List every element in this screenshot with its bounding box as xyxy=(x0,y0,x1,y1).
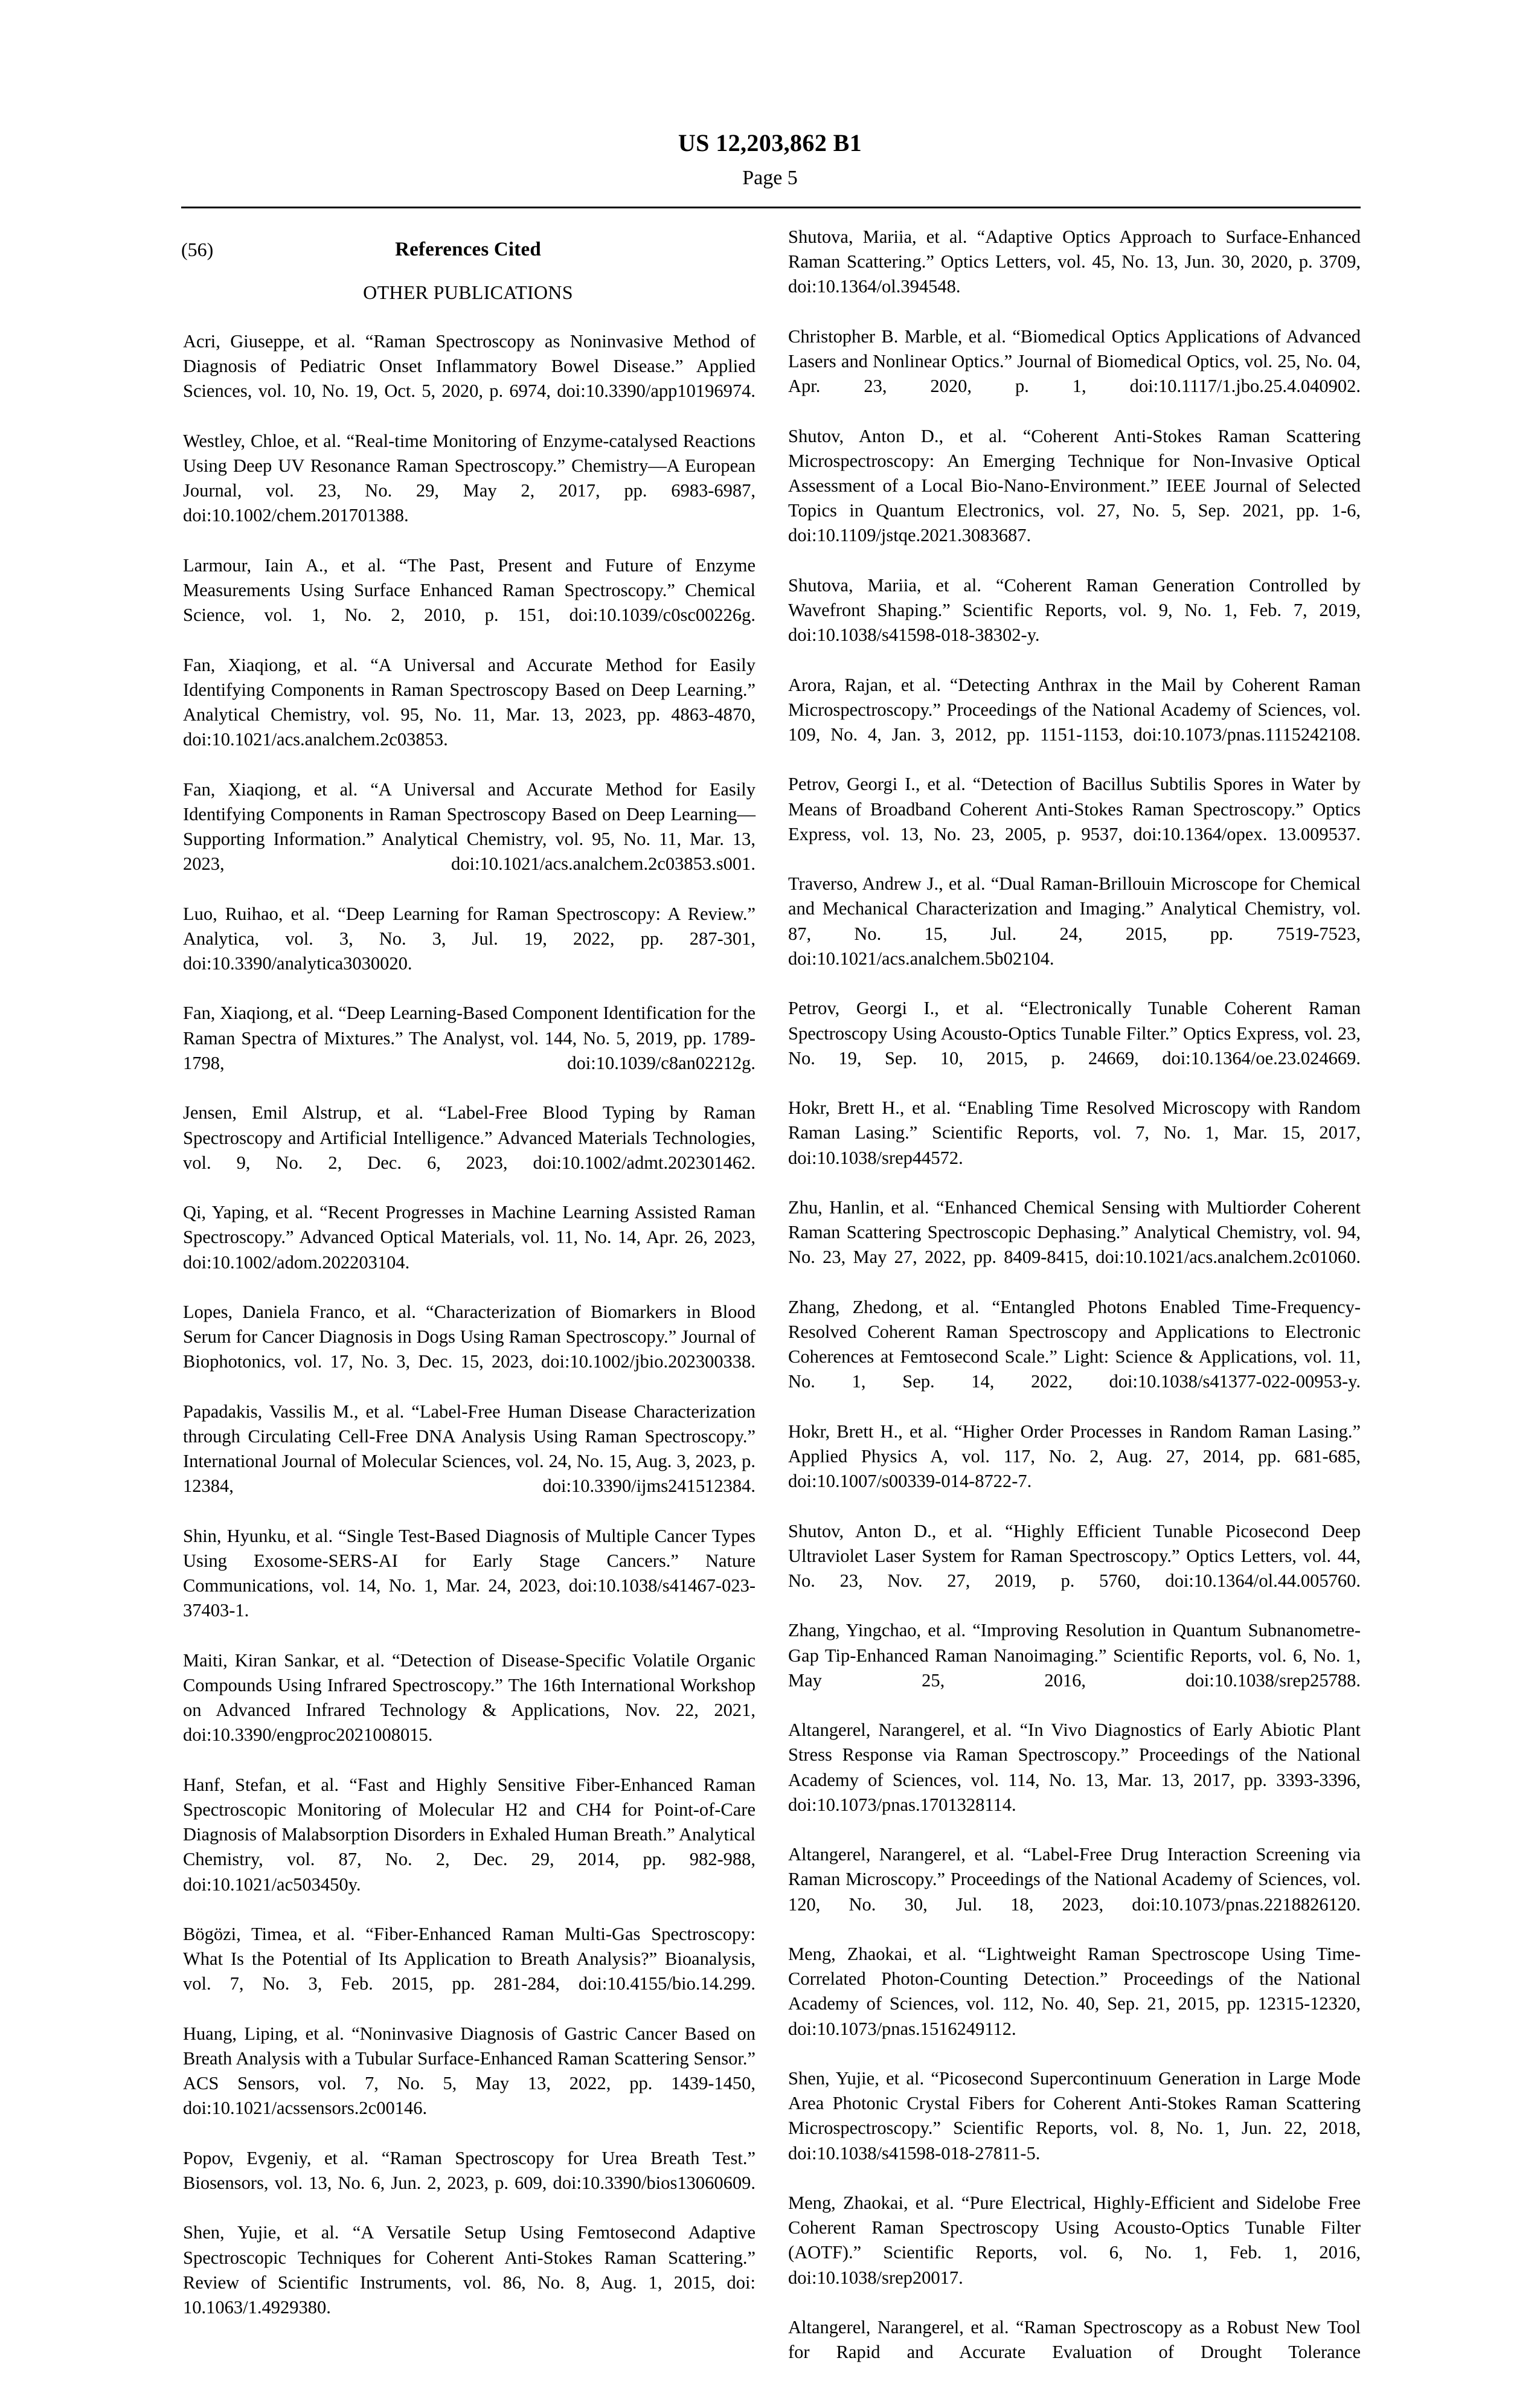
references-column-left xyxy=(183,329,756,2345)
header-divider xyxy=(181,207,1361,208)
reference-entry: Qi, Yaping, et al. “Recent Progresses in Machine Learning Assisted Raman Spectroscopy.” Advanced Optical Materials, vol. 11, No. 14, Apr. 26, 2023, doi:10.1002/adom.202203104. xyxy=(183,1202,756,1273)
reference-entry: Hokr, Brett H., et al. “Enabling Time Resolved Microscopy with Random Raman Lasing.” Scientific Reports, vol. 7, No. 1, Mar. 15, 2017, doi:10.1038/srep44572. xyxy=(788,1097,1361,1168)
reference-entry: Huang, Liping, et al. “Noninvasive Diagnosis of Gastric Cancer Based on Breath Analysis with a Tubular Surface-Enhanced Raman Scattering Sensor.” ACS Sensors, vol. 7, No. 5, May 13, 2022, pp. 1439-1450, doi:10.1021/acssensors.2c00146. xyxy=(183,2023,756,2119)
reference-entry: Christopher B. Marble, et al. “Biomedical Optics Applications of Advanced Lasers and Nonlinear Optics.” Journal of Biomedical Optics, vol. 25, No. 04, Apr. 23, 2020, p. 1, doi:10.1117/1.jbo.25.4.040902. xyxy=(788,326,1361,397)
reference-entry: Shen, Yujie, et al. “Picosecond Supercontinuum Generation in Large Mode Area Photonic Crystal Fibers for Coherent Anti-Stokes Raman Scattering Microspectroscopy.” Scientific Reports, vol. 8, No. 1, Jun. 22, 2018, doi:10.1038/s41598-018-27811-5. xyxy=(788,2068,1361,2164)
reference-entry: Shen, Yujie, et al. “A Versatile Setup Using Femtosecond Adaptive Spectroscopic Techniques for Coherent Anti-Stokes Raman Scattering.” Review of Scientific Instruments, vol. 86, No. 8, Aug. 1, 2015, doi: 10.1063/1.4929380. xyxy=(183,2222,756,2318)
reference-entry: Jensen, Emil Alstrup, et al. “Label-Free Blood Typing by Raman Spectroscopy and Artificial Intelligence.” Advanced Materials Technologies, vol. 9, No. 2, Dec. 6, 2023, doi:10.1002/admt.202301462. xyxy=(183,1102,756,1173)
page-label: Page 5 xyxy=(742,167,798,189)
reference-entry: Maiti, Kiran Sankar, et al. “Detection of Disease-Specific Volatile Organic Compounds Using Infrared Spectroscopy.” The 16th International Workshop on Advanced Infrared Technology & Applications, Nov. 22, 2021, doi:10.3390/engproc2021008015. xyxy=(183,1650,756,1746)
reference-entry: Traverso, Andrew J., et al. “Dual Raman-Brillouin Microscope for Chemical and Mechanical Characterization and Imaging.” Analytical Chemistry, vol. 87, No. 15, Jul. 24, 2015, pp. 7519-7523, doi:10.1021/acs.analchem.5b02104. xyxy=(788,873,1361,969)
reference-entry: Meng, Zhaokai, et al. “Pure Electrical, Highly-Efficient and Sidelobe Free Coherent Raman Spectroscopy Using Acousto-Optics Tunable Filter (AOTF).” Scientific Reports, vol. 6, No. 1, Feb. 1, 2016, doi:10.1038/srep20017. xyxy=(788,2192,1361,2288)
reference-entry: Fan, Xiaqiong, et al. “A Universal and Accurate Method for Easily Identifying Components in Raman Spectroscopy Based on Deep Learning.” Analytical Chemistry, vol. 95, No. 11, Mar. 13, 2023, pp. 4863-4870, doi:10.1021/acs.analchem.2c03853. xyxy=(183,654,756,750)
reference-entry: Meng, Zhaokai, et al. “Lightweight Raman Spectroscope Using Time-Correlated Photon-Counting Detection.” Proceedings of the National Academy of Sciences, vol. 112, No. 40, Sep. 21, 2015, pp. 12315-12320, doi:10.1073/pnas.1516249112. xyxy=(788,1944,1361,2039)
reference-entry: Lopes, Daniela Franco, et al. “Characterization of Biomarkers in Blood Serum for Cancer Diagnosis in Dogs Using Raman Spectroscopy.” Journal of Biophotonics, vol. 17, No. 3, Dec. 15, 2023, doi:10.1002/jbio.202300338. xyxy=(183,1301,756,1372)
reference-entry: Fan, Xiaqiong, et al. “Deep Learning-Based Component Identification for the Raman Spectra of Mixtures.” The Analyst, vol. 144, No. 5, 2019, pp. 1789-1798, doi:10.1039/c8an02212g. xyxy=(183,1003,756,1073)
reference-entry: Acri, Giuseppe, et al. “Raman Spectroscopy as Noninvasive Method of Diagnosis of Pediatric Onset Inflammatory Bowel Disease.” Applied Sciences, vol. 10, No. 19, Oct. 5, 2020, p. 6974, doi:10.3390/app10196974. xyxy=(183,331,756,402)
reference-entry: Larmour, Iain A., et al. “The Past, Present and Future of Enzyme Measurements Using Surface Enhanced Raman Spectroscopy.” Chemical Science, vol. 1, No. 2, 2010, p. 151, doi:10.1039/c0sc00226g. xyxy=(183,554,756,626)
reference-entry: Arora, Rajan, et al. “Detecting Anthrax in the Mail by Coherent Raman Microspectroscopy.” Proceedings of the National Academy of Sciences, vol. 109, No. 4, Jan. 3, 2012, pp. 1151-1153, doi:10.1073/pnas.1115242108. xyxy=(788,674,1361,745)
references-column-right xyxy=(788,225,1361,2390)
reference-entry: Papadakis, Vassilis M., et al. “Label-Free Human Disease Characterization through Circulating Cell-Free DNA Analysis Using Raman Spectroscopy.” International Journal of Molecular Sciences, vol. 24, No. 15, Aug. 3, 2023, p. 12384, doi:10.3390/ijms241512384. xyxy=(183,1401,756,1497)
reference-entry: Shutova, Mariia, et al. “Adaptive Optics Approach to Surface-Enhanced Raman Scattering.” Optics Letters, vol. 45, No. 13, Jun. 30, 2020, p. 3709, doi:10.1364/ol.394548. xyxy=(788,226,1361,297)
reference-entry: Bögözi, Timea, et al. “Fiber-Enhanced Raman Multi-Gas Spectroscopy: What Is the Potential of Its Application to Breath Analysis?” Bioanalysis, vol. 7, No. 3, Feb. 2015, pp. 281-284, doi:10.4155/bio.14.299. xyxy=(183,1924,756,1994)
reference-entry: Altangerel, Narangerel, et al. “Raman Spectroscopy as a Robust New Tool for Rapid and Accurate Evaluation of Drought Tolerance xyxy=(788,2317,1361,2363)
reference-entry: Petrov, Georgi I., et al. “Electronically Tunable Coherent Raman Spectroscopy Using Acousto-Optics Tunable Filter.” Optics Express, vol. 23, No. 19, Sep. 10, 2015, p. 24669, doi:10.1364/oe.23.024669. xyxy=(788,998,1361,1068)
references-cited-title: References Cited xyxy=(395,239,541,260)
page-header xyxy=(181,130,1359,189)
reference-entry: Zhu, Hanlin, et al. “Enhanced Chemical Sensing with Multiorder Coherent Raman Scattering Spectroscopic Dephasing.” Analytical Chemistry, vol. 94, No. 23, May 27, 2022, pp. 8409-8415, doi:10.1021/acs.analchem.2c01060. xyxy=(788,1197,1361,1268)
references-cited-header xyxy=(181,239,755,263)
reference-entry: Hokr, Brett H., et al. “Higher Order Processes in Random Raman Lasing.” Applied Physics A, vol. 117, No. 2, Aug. 27, 2014, pp. 681-685, doi:10.1007/s00339-014-8722-7. xyxy=(788,1421,1361,1492)
reference-entry: Zhang, Zhedong, et al. “Entangled Photons Enabled Time-Frequency-Resolved Coherent Raman Spectroscopy and Applications to Electronic Coherences at Femtosecond Scale.” Light: Science & Applications, vol. 11, No. 1, Sep. 14, 2022, doi:10.1038/s41377-022-00953-y. xyxy=(788,1296,1361,1392)
reference-entry: Shutova, Mariia, et al. “Coherent Raman Generation Controlled by Wavefront Shaping.” Scientific Reports, vol. 9, No. 1, Feb. 7, 2019, doi:10.1038/s41598-018-38302-y. xyxy=(788,574,1361,646)
reference-entry: Petrov, Georgi I., et al. “Detection of Bacillus Subtilis Spores in Water by Means of Broadband Coherent Anti-Stokes Raman Spectroscopy.” Optics Express, vol. 13, No. 23, 2005, p. 9537, doi:10.1364/opex. 13.009537. xyxy=(788,774,1361,844)
reference-entry: Popov, Evgeniy, et al. “Raman Spectroscopy for Urea Breath Test.” Biosensors, vol. 13, No. 6, Jun. 2, 2023, p. 609, doi:10.3390/bios13060609. xyxy=(183,2147,756,2194)
reference-entry: Altangerel, Narangerel, et al. “Label-Free Drug Interaction Screening via Raman Microscopy.” Proceedings of the National Academy of Sciences, vol. 120, No. 30, Jul. 18, 2023, doi:10.1073/pnas.2218826120. xyxy=(788,1844,1361,1915)
field-code-56: (56) xyxy=(181,239,214,260)
patent-number: US 12,203,862 B1 xyxy=(678,129,862,156)
reference-entry: Altangerel, Narangerel, et al. “In Vivo Diagnostics of Early Abiotic Plant Stress Response via Raman Spectroscopy.” Proceedings of the National Academy of Sciences, vol. 114, No. 13, Mar. 13, 2017, pp. 3393-3396, doi:10.1073/pnas.1701328114. xyxy=(788,1720,1361,1815)
reference-entry: Shutov, Anton D., et al. “Highly Efficient Tunable Picosecond Deep Ultraviolet Laser System for Raman Spectroscopy.” Optics Letters, vol. 44, No. 23, Nov. 27, 2019, p. 5760, doi:10.1364/ol.44.005760. xyxy=(788,1520,1361,1591)
reference-entry: Hanf, Stefan, et al. “Fast and Highly Sensitive Fiber-Enhanced Raman Spectroscopic Monitoring of Molecular H2 and CH4 for Point-of-Care Diagnosis of Malabsorption Disorders in Exhaled Human Breath.” Analytical Chemistry, vol. 87, No. 2, Dec. 29, 2014, pp. 982-988, doi:10.1021/ac503450y. xyxy=(183,1774,756,1895)
other-publications-title: OTHER PUBLICATIONS xyxy=(363,281,573,303)
reference-entry: Fan, Xiaqiong, et al. “A Universal and Accurate Method for Easily Identifying Components in Raman Spectroscopy Based on Deep Learning—Supporting Information.” Analytical Chemistry, vol. 95, No. 11, Mar. 13, 2023, doi:10.1021/acs.analchem.2c03853.s001. xyxy=(183,779,756,875)
reference-entry: Westley, Chloe, et al. “Real-time Monitoring of Enzyme-catalysed Reactions Using Deep UV Resonance Raman Spectroscopy.” Chemistry—A European Journal, vol. 23, No. 29, May 2, 2017, pp. 6983-6987, doi:10.1002/chem.201701388. xyxy=(183,430,756,526)
reference-entry: Shin, Hyunku, et al. “Single Test-Based Diagnosis of Multiple Cancer Types Using Exosome-SERS-AI for Early Stage Cancers.” Nature Communications, vol. 14, No. 1, Mar. 24, 2023, doi:10.1038/s41467-023-37403-1. xyxy=(183,1525,756,1621)
reference-entry: Luo, Ruihao, et al. “Deep Learning for Raman Spectroscopy: A Review.” Analytica, vol. 3, No. 3, Jul. 19, 2022, pp. 287-301, doi:10.3390/analytica3030020. xyxy=(183,903,756,974)
reference-entry: Zhang, Yingchao, et al. “Improving Resolution in Quantum Subnanometre-Gap Tip-Enhanced Raman Nanoimaging.” Scientific Reports, vol. 6, No. 1, May 25, 2016, doi:10.1038/srep25788. xyxy=(788,1620,1361,1691)
reference-entry: Shutov, Anton D., et al. “Coherent Anti-Stokes Raman Scattering Microspectroscopy: An Emerging Technique for Non-Invasive Optical Assessment of a Local Bio-Nano-Environment.” IEEE Journal of Selected Topics in Quantum Electronics, vol. 27, No. 5, Sep. 2021, pp. 1-6, doi:10.1109/jstqe.2021.3083687. xyxy=(788,425,1361,546)
